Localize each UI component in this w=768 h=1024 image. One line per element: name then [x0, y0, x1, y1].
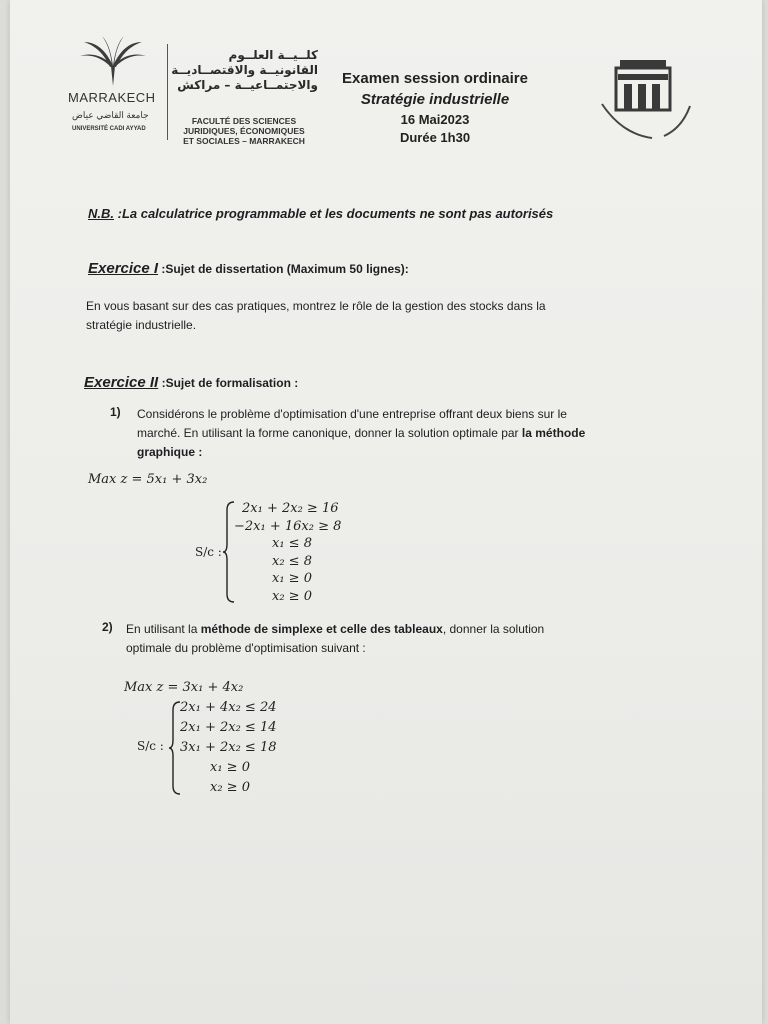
exercise-1-heading — [88, 260, 409, 277]
question-2-number: 2) — [102, 620, 113, 634]
question-1-constraints — [234, 500, 341, 605]
question-1-text — [137, 405, 717, 462]
question-2-line: , donner la solution — [442, 622, 545, 636]
exercise-1-label: Exercice I — [88, 260, 159, 277]
exercise-1-text-line: stratégie industrielle. — [86, 318, 197, 332]
question-2-line: optimale du problème d'optimisation suivant : — [126, 641, 366, 655]
question-2-bold: méthode de simplexe et celle des tableaux — [200, 622, 443, 636]
question-2-sc-label: S/c : — [137, 739, 164, 753]
exam-duration: Durée 1h30 — [399, 130, 471, 145]
constraint: 2x₁ + 2x₂ ≥ 16 — [242, 501, 339, 516]
constraint: 3x₁ + 2x₂ ≤ 18 — [180, 740, 277, 755]
question-1-sc-label: S/c : — [195, 545, 222, 559]
constraint: x₂ ≥ 0 — [210, 780, 250, 795]
question-1-objective: Max z = 5x₁ + 3x₂ — [88, 472, 208, 487]
question-1-line: marché. En utilisant la forme canonique, donner la solution optimale par — [137, 426, 522, 440]
university-logo-text: MARRAKECH — [68, 90, 156, 105]
faculty-arabic-line: والاجتمــاعيــة – مراكش — [177, 78, 318, 92]
university-french-name: UNIVERSITÉ CADI AYYAD — [72, 126, 146, 132]
constraint: x₂ ≥ 0 — [272, 588, 312, 604]
exercise-2-heading — [84, 374, 298, 391]
exam-note — [88, 206, 553, 221]
university-arabic-name: جامعة القاضي عياض — [72, 110, 149, 120]
note-text: :La calculatrice programmable et les documents ne sont pas autorisés — [114, 206, 554, 221]
constraint: −2x₁ + 16x₂ ≥ 8 — [234, 518, 342, 534]
exam-subject: Stratégie industrielle — [360, 91, 510, 108]
faculty-building-logo-icon — [592, 54, 702, 144]
question-1-bold: la méthode — [521, 426, 586, 440]
faculty-french-name — [170, 116, 318, 146]
note-label: N.B. — [88, 206, 114, 221]
header-separator — [167, 44, 168, 140]
faculty-french-line: ET SOCIALES – MARRAKECH — [183, 136, 305, 146]
question-2-objective: Max z = 3x₁ + 4x₂ — [124, 680, 244, 695]
exercise-2-label: Exercice II — [84, 374, 159, 391]
constraint: x₁ ≤ 8 — [272, 536, 312, 551]
constraint: 2x₁ + 2x₂ ≤ 14 — [180, 720, 277, 735]
exercise-1-subtitle: :Sujet de dissertation (Maximum 50 lignes): — [158, 262, 409, 276]
exam-header — [325, 70, 545, 145]
question-1-number: 1) — [110, 405, 121, 419]
question-2-line: En utilisant la — [126, 622, 201, 636]
exercise-1-text — [86, 297, 698, 335]
exam-sheet — [10, 0, 762, 1024]
constraint: x₂ ≤ 8 — [272, 553, 312, 569]
question-2-constraints — [180, 698, 276, 798]
constraint: x₁ ≥ 0 — [272, 571, 312, 586]
question-1-bold: graphique : — [137, 445, 203, 459]
faculty-arabic-name — [170, 48, 318, 93]
faculty-french-line: FACULTÉ DES SCIENCES — [191, 116, 297, 126]
faculty-french-line: JURIDIQUES, ÉCONOMIQUES — [183, 126, 305, 136]
faculty-arabic-line: كلــيــة العلــوم — [228, 48, 318, 62]
question-1-line: Considérons le problème d'optimisation d'une entreprise offrant deux biens sur le — [137, 407, 567, 421]
constraint: x₁ ≥ 0 — [210, 760, 250, 775]
constraint: 2x₁ + 4x₂ ≤ 24 — [180, 700, 277, 715]
university-logo-palm-icon — [74, 36, 152, 92]
question-2-text — [126, 620, 726, 658]
exercise-1-text-line: En vous basant sur des cas pratiques, montrez le rôle de la gestion des stocks dans la — [86, 299, 546, 313]
exam-title: Examen session ordinaire — [342, 70, 528, 87]
faculty-arabic-line: القانونيــة والاقتصــاديــة — [171, 63, 318, 77]
exercise-2-subtitle: :Sujet de formalisation : — [158, 376, 299, 390]
exam-date: 16 Mai2023 — [400, 112, 470, 127]
